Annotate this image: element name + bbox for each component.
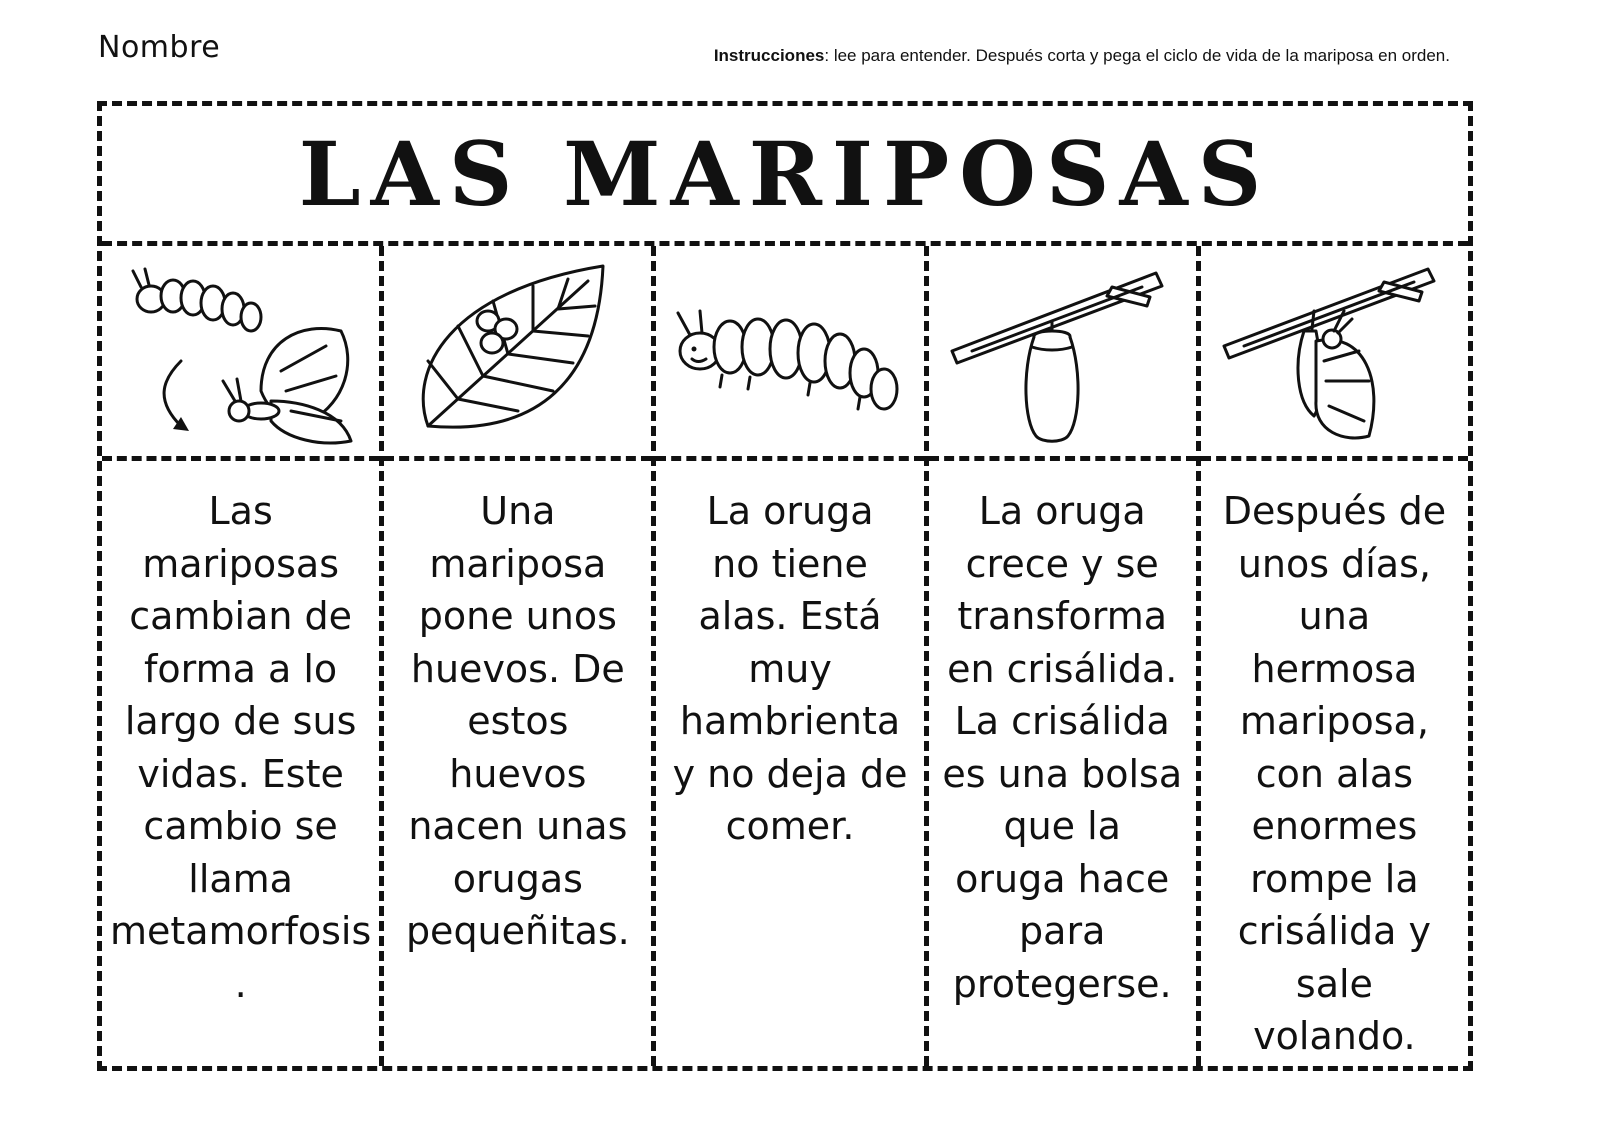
instructions-text: : lee para entender. Después corta y pega el ciclo de vida de la mariposa en orden. bbox=[824, 46, 1450, 65]
life-cycle-columns bbox=[102, 246, 1468, 1066]
instructions-label: Instrucciones bbox=[713, 46, 825, 65]
butterfly-emerging-icon bbox=[1204, 251, 1464, 451]
column-text: La oruga crece y se transforma en crisálida. La crisálida es una bolsa que la oruga hace para protegerse. bbox=[942, 489, 1183, 1006]
title-row bbox=[102, 106, 1468, 246]
name-label: Nombre bbox=[98, 30, 221, 65]
column-butterfly bbox=[1201, 246, 1468, 1066]
picture-cell bbox=[102, 246, 379, 461]
column-text: Después de unos días, una hermosa mariposa, con alas enormes rompe la crisálida y sale volando. bbox=[1222, 489, 1447, 1058]
column-text: Una mariposa pone unos huevos. De estos huevos nacen unas orugas pequeñitas. bbox=[405, 489, 630, 953]
column-text: La oruga no tiene alas. Está muy hambrienta y no deja de comer. bbox=[672, 489, 908, 848]
chrysalis-icon bbox=[932, 251, 1192, 451]
caterpillar-icon bbox=[660, 251, 920, 451]
page-title: LAS MARIPOSAS bbox=[298, 121, 1272, 226]
worksheet-frame bbox=[97, 101, 1473, 1071]
column-text: Las mariposas cambian de forma a lo largo de sus vidas. Este cambio se llama metamorfosis . bbox=[110, 489, 372, 1006]
picture-cell bbox=[656, 246, 923, 461]
column-eggs bbox=[384, 246, 656, 1066]
column-chrysalis bbox=[929, 246, 1201, 1066]
leaf-with-eggs-icon bbox=[388, 251, 648, 451]
column-caterpillar bbox=[656, 246, 928, 1066]
caterpillar-to-butterfly-icon bbox=[111, 251, 371, 451]
column-metamorphosis bbox=[102, 246, 384, 1066]
instructions bbox=[714, 46, 1450, 66]
picture-cell bbox=[384, 246, 651, 461]
picture-cell bbox=[929, 246, 1196, 461]
picture-cell bbox=[1201, 246, 1468, 461]
